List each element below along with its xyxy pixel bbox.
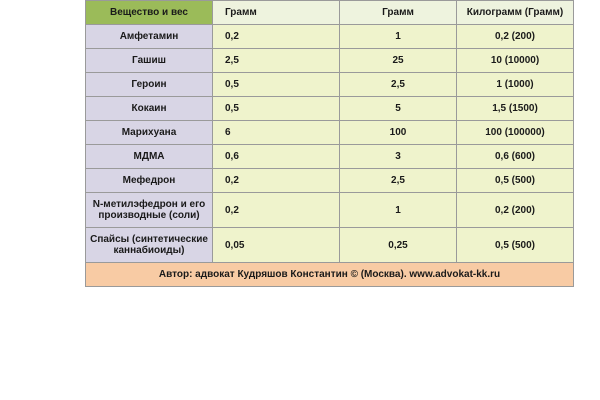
value-kilogram: 0,2 (200) (457, 25, 574, 49)
table-footer-row (86, 263, 574, 287)
table-row (86, 121, 574, 145)
value-kilogram: 100 (100000) (457, 121, 574, 145)
value-gram-2: 3 (340, 145, 457, 169)
value-gram-1: 0,05 (213, 228, 340, 263)
value-gram-1: 0,2 (213, 25, 340, 49)
substance-name: Марихуана (86, 121, 213, 145)
value-gram-2: 0,25 (340, 228, 457, 263)
author-credit: Автор: адвокат Кудряшов Константин © (Москва). www.advokat-kk.ru (86, 263, 574, 287)
table-row (86, 193, 574, 228)
table-row (86, 228, 574, 263)
header-col-gram-1: Грамм (213, 1, 340, 25)
table-row (86, 97, 574, 121)
substance-name: Спайсы (синтетические каннабиоиды) (86, 228, 213, 263)
table-row (86, 169, 574, 193)
value-gram-1: 0,5 (213, 97, 340, 121)
substance-name: Гашиш (86, 49, 213, 73)
value-gram-2: 1 (340, 193, 457, 228)
substance-name: Мефедрон (86, 169, 213, 193)
value-gram-1: 0,5 (213, 73, 340, 97)
value-gram-1: 6 (213, 121, 340, 145)
table-row (86, 145, 574, 169)
table-body (86, 25, 574, 263)
value-gram-1: 0,6 (213, 145, 340, 169)
value-kilogram: 0,6 (600) (457, 145, 574, 169)
value-gram-2: 5 (340, 97, 457, 121)
value-kilogram: 0,5 (500) (457, 169, 574, 193)
value-gram-1: 0,2 (213, 193, 340, 228)
table-header-row (86, 1, 574, 25)
header-substance: Вещество и вес (86, 1, 213, 25)
value-kilogram: 0,5 (500) (457, 228, 574, 263)
header-col-kilogram: Килограмм (Грамм) (457, 1, 574, 25)
value-gram-2: 25 (340, 49, 457, 73)
table-row (86, 73, 574, 97)
drug-weight-table (85, 0, 574, 287)
value-gram-2: 1 (340, 25, 457, 49)
substance-name: N-метилэфедрон и его производные (соли) (86, 193, 213, 228)
value-gram-2: 2,5 (340, 169, 457, 193)
substance-name: Кокаин (86, 97, 213, 121)
substance-name: МДМА (86, 145, 213, 169)
value-kilogram: 1,5 (1500) (457, 97, 574, 121)
table-row (86, 49, 574, 73)
substance-name: Героин (86, 73, 213, 97)
value-gram-2: 2,5 (340, 73, 457, 97)
table-row (86, 25, 574, 49)
value-gram-1: 0,2 (213, 169, 340, 193)
value-kilogram: 1 (1000) (457, 73, 574, 97)
value-gram-2: 100 (340, 121, 457, 145)
value-gram-1: 2,5 (213, 49, 340, 73)
value-kilogram: 0,2 (200) (457, 193, 574, 228)
value-kilogram: 10 (10000) (457, 49, 574, 73)
substance-name: Амфетамин (86, 25, 213, 49)
header-col-gram-2: Грамм (340, 1, 457, 25)
